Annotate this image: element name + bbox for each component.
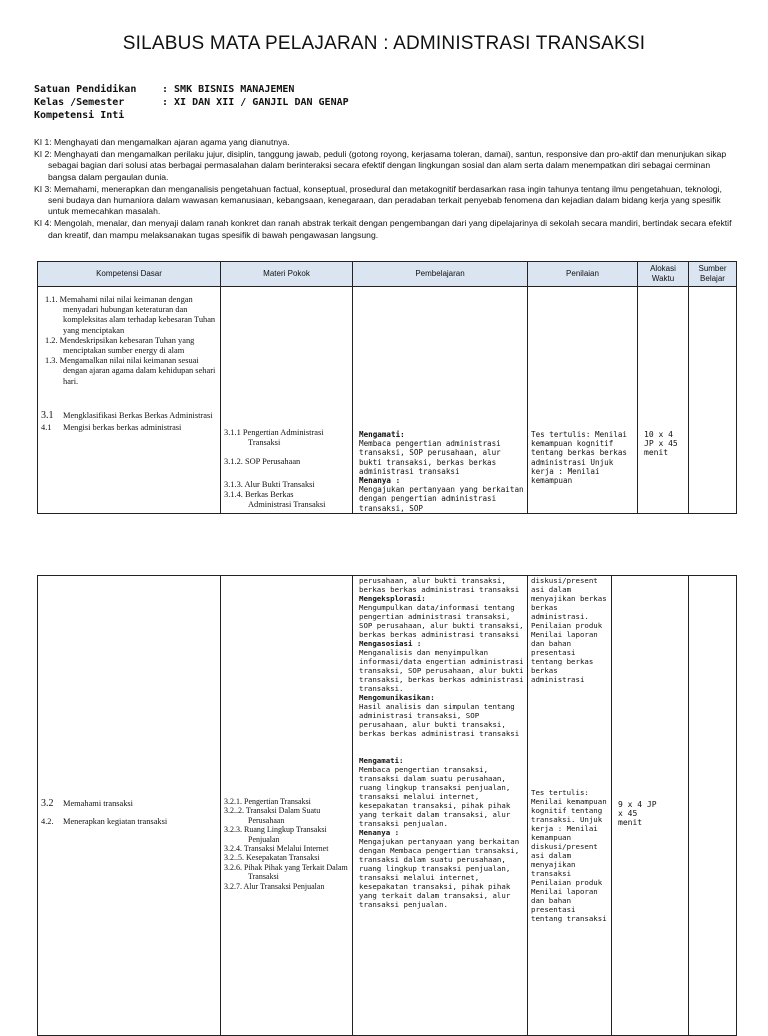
kd-4-2: Menerapkan kegiatan transaksi [63,817,168,827]
pemb-menanya-heading: Menanya : [359,476,401,486]
pemb-mengamati-text: Membaca pengertian administrasi transaksi, SOP perusahaan, alur bukti transaksi, berkas berkas administrasi transaksi [359,439,501,476]
kelas-label: Kelas /Semester [34,97,125,108]
alokasi-text-2: 9 x 4 JP x 45 menit [618,800,657,828]
penilaian-cell [528,287,638,514]
header-materi-pokok: Materi Pokok [221,262,353,287]
ki-2: KI 2: Menghayati dan mengamalkan perilaku jujur, disiplin, tanggung jawab, peduli (gotong royong, kerjasama toleran, damai), santun, responsive dan pro-aktif dan menunjukan sikap sebagai bagian dari solusi atas berbagai permasalahan dalam berinteraksi secara efektif dengan lingkungan sosial dan alam serta dalam menempatkan diri sebagai cerminan bangsa dalam pergaulan dunia. [34,149,727,182]
materi-3-2-2: 3.2..2. Transaksi Dalam Suatu Perusahaan [224,806,321,825]
materi-3-1-2: 3.1.2. SOP Perusahaan [224,457,301,467]
pemb-mengasosiasi-heading: Mengasosiasi : [359,639,422,648]
materi-3-2-4: 3.2.4. Transaksi Melalui Internet [224,844,329,854]
document-meta [34,83,349,122]
kd-3-1-number: 3.1 [41,409,54,421]
materi-3-1-1: 3.1.1 Pengertian Administrasi Transaksi [224,428,324,448]
ki-4: KI 4: Mengolah, menalar, dan menyaji dalam ranah konkret dan ranah abstrak terkait dengan pengembangan dari yang dipelajarinya di sekolah secara mandiri, bertindak secara efektif dan kreatif, dan mampu melaksanakan tugas spesifik di bawah pengawasan langsung. [34,218,732,240]
pemb-mengamati-heading: Mengamati: [359,430,405,439]
pemb-continued-text: perusahaan, alur bukti transaksi, berkas berkas administrasi transaksi [359,576,520,594]
materi-3-1-4: 3.1.4. Berkas Berkas Administrasi Transaksi [224,489,326,510]
alokasi-text: 10 x 4 JP x 45 menit [644,430,678,458]
kd-4-1: Mengisi berkas berkas administrasi [63,423,182,433]
penilaian-bottom-text: Tes tertulis: Menilai kemampuan kognitif tentang transaksi. Unjuk kerja : Menilai kemampuan diskusi/present asi dalam menyajikan transaksi Penilaian produk Menilai laporan dan bahan presentasi tentang transaksi [531,788,607,923]
header-penilaian: Penilaian [528,262,638,287]
materi-3-2-1: 3.2.1. Pengertian Transaksi [224,797,311,806]
header-sumber-belajar: Sumber Belajar [689,262,737,287]
pemb-mengamati-heading-2: Mengamati: [359,756,404,765]
header-kompetensi-dasar: Kompetensi Dasar [38,262,221,287]
materi-3-1-3: 3.1.3. Alur Bukti Transaksi [224,479,315,489]
alokasi-cell [638,287,689,514]
materi-3-2-6: 3.2.6. Pihak Pihak yang Terkait Dalam Transaksi [224,862,348,882]
pemb-mengomunikasikan-text: Hasil analisis dan simpulan tentang administrasi transaksi, SOP perusahaan, alur bukti transaksi, berkas berkas administrasi transaksi [359,702,520,738]
penilaian-cell-2 [528,576,612,1036]
materi-3-2-5: 3.2..5. Kesepakatan Transaksi [224,853,320,863]
kd-3-1: Mengklasifikasi Berkas Berkas Administrasi [63,410,213,420]
sumber-belajar-cell [689,287,737,514]
kompetensi-inti-list [34,137,736,242]
sumber-belajar-cell-2 [689,576,737,1036]
syllabus-table-part-2 [37,575,737,1036]
kompetensi-inti-label: Kompetensi Inti [34,110,125,121]
pemb-mengomunikasikan-heading: Mengomunikasikan: [359,693,435,702]
satuan-label: Satuan Pendidikan [34,84,137,95]
kd-3-2: Memahami transaksi [63,799,134,808]
pemb-menanya-text-2: Mengajukan pertanyaan yang berkaitan dengan Membaca pengertian transaksi, transaksi dalam suatu perusahaan, ruang lingkup transaksi penjualan, transaksi melalui internet, kesepakatan transaksi, pihak pihak yang terkait dalam transaksi, alur transaksi penjualan. [359,837,520,909]
page-title: SILABUS MATA PELAJARAN : ADMINISTRASI TRANSAKSI [122,33,646,54]
ki-1: KI 1: Menghayati dan mengamalkan ajaran agama yang dianutnya. [34,137,290,147]
satuan-value: : SMK BISNIS MANAJEMEN [162,84,295,95]
pemb-mengeksplorasi-text: Mengumpulkan data/informasi tentang pengertian administrasi transaksi, SOP perusahaan, alur bukti transaksi, berkas berkas administrasi transaksi [359,603,524,639]
kompetensi-dasar-cell [38,287,221,514]
kd-1-3: 1.3. Mengamalkan nilai nilai keimanan sesuai dengan ajaran agama dalam kehidupan sehari hari. [45,356,216,386]
kd-1-2: 1.2. Mendeskripsikan kebesaran Tuhan yang menciptakan sumber energy di alam [45,335,195,356]
header-alokasi-waktu: Alokasi Waktu [638,262,689,287]
alokasi-cell-2 [612,576,689,1036]
syllabus-table-part-1 [37,261,737,514]
pembelajaran-cell-2 [353,576,528,1036]
kd-3-2-number: 3.2 [41,798,54,809]
pembelajaran-cell [353,287,528,514]
kompetensi-dasar-cell-2 [38,576,221,1036]
header-pembelajaran: Pembelajaran [353,262,528,287]
kd-4-2-number: 4.2. [41,817,54,827]
kd-1-1: 1.1. Memahami nilai nilai keimanan dengan menyadari hubungan keteraturan dan kompleksitas alam terhadap kebesaran Tuhan yang menciptakan [45,295,216,335]
ki-3: KI 3: Memahami, menerapkan dan menganalisis pengetahuan factual, konseptual, prosedural dan metakognitif berdasarkan rasa ingin tahunya tentang ilmu pengetahuan, teknologi, seni budaya dan humaniora dalam wawasan kemanusiaan, kebangsaan, kenegaraan, dan peradaban terkait penyebab fenomena dan kejadian dalam bidang kerja yang spesifik untuk memecahkan masalah. [34,183,722,217]
kd-4-1-number: 4.1 [41,423,52,433]
materi-pokok-cell-2 [221,576,353,1036]
penilaian-text: Tes tertulis: Menilai kemampuan kognitif tentang berkas berkas administrasi Unjuk kerja : Menilai kemampuan [531,430,628,486]
pemb-mengasosiasi-text: Menganalisis dan menyimpulkan informasi/data engertian administrasi transaksi, SOP perusahaan, alur bukti transaksi, berkas berkas administrasi transaksi. [359,648,524,693]
pemb-mengamati-text-2: Membaca pengertian transaksi, transaksi dalam suatu perusahaan, ruang lingkup transaksi penjualan, transaksi melalui internet, kesepakatan transaksi, pihak pihak yang terkait dalam transaksi, alur transaksi penjualan. [359,765,511,828]
materi-3-2-7: 3.2.7. Alur Transaksi Penjualan [224,881,325,891]
materi-pokok-cell [221,287,353,514]
kelas-value: : XI DAN XII / GANJIL DAN GENAP [162,97,349,108]
pemb-menanya-text: Mengajukan pertanyaan yang berkaitan dengan pengertian administrasi transaksi, SOP [359,485,524,513]
pemb-menanya-heading-2: Menanya : [359,828,400,837]
penilaian-top-text: diskusi/present asi dalam menyajikan berkas berkas administrasi. Penilaian produk Menilai laporan dan bahan presentasi tentang berkas berkas administrasi [531,576,607,684]
materi-3-2-3: 3.2.3. Ruang Lingkup Transaksi Penjualan [224,825,327,844]
pemb-mengeksplorasi-heading: Mengeksplorasi: [359,594,426,603]
